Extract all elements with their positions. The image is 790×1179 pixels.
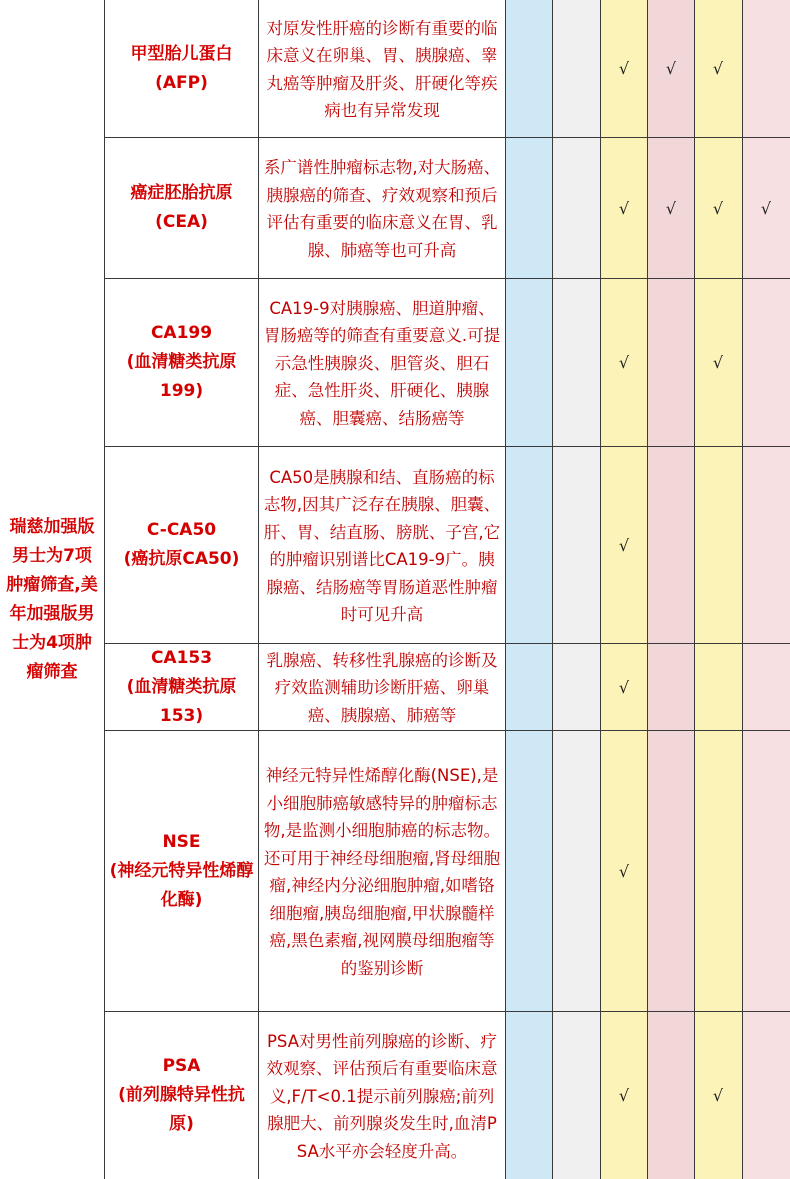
marker-name-psa bbox=[105, 1012, 258, 1179]
check-mark: √ bbox=[712, 59, 724, 78]
marker-description: 乳腺癌、转移性乳腺癌的诊断及疗效监测辅助诊断肝癌、卵巢癌、胰腺癌、肺癌等 bbox=[266, 650, 498, 725]
marker-subtitle: (神经元特异性烯醇化酶) bbox=[109, 860, 254, 910]
check-mark: √ bbox=[760, 198, 772, 218]
check-mark: √ bbox=[712, 1086, 724, 1105]
check-mark: √ bbox=[618, 1086, 630, 1105]
marker-desc-ca153 bbox=[259, 644, 505, 730]
marker-title: CA153 bbox=[150, 647, 213, 668]
marker-title: C-CA50 bbox=[146, 520, 217, 540]
marker-subtitle: (血清糖类抗原199) bbox=[126, 352, 237, 401]
marker-description: 系广谱性肿瘤标志物,对大肠癌、胰腺癌的筛查、疗效观察和预后评估有重要的临床意义在胃、乳腺、肺癌等也可升高 bbox=[263, 158, 501, 260]
check-mark: √ bbox=[618, 861, 630, 881]
marker-subtitle: (AFP) bbox=[155, 72, 208, 93]
marker-name-cea bbox=[105, 138, 258, 278]
marker-desc-nse bbox=[259, 731, 505, 1011]
marker-name-cca50 bbox=[105, 447, 258, 643]
check-mark: √ bbox=[618, 59, 630, 78]
marker-subtitle: (血清糖类抗原153) bbox=[126, 676, 237, 726]
marker-subtitle: (前列腺特异性抗原) bbox=[118, 1085, 245, 1134]
check-mark: √ bbox=[665, 198, 677, 218]
grid-line bbox=[552, 0, 553, 1179]
check-mark: √ bbox=[618, 535, 630, 555]
marker-name-afp bbox=[105, 0, 258, 137]
marker-description: 对原发性肝癌的诊断有重要的临床意义在卵巢、胃、胰腺癌、睾丸癌等肿瘤及肝炎、肝硬化等疾病也有异常发现 bbox=[266, 18, 498, 120]
marker-title: NSE bbox=[162, 831, 201, 852]
group-label: 瑞慈加强版男士为7项肿瘤筛查,美年加强版男士为4项肿瘤筛查 bbox=[6, 517, 98, 682]
marker-name-nse bbox=[105, 731, 258, 1011]
check-mark: √ bbox=[618, 353, 630, 372]
check-mark: √ bbox=[618, 677, 630, 697]
marker-desc-afp bbox=[259, 0, 505, 137]
marker-description: PSA对男性前列腺癌的诊断、疗效观察、评估预后有重要临床意义,F/T<0.1提示前列腺癌;前列腺肥大、前列腺炎发生时,血清PSA水平亦会轻度升高。 bbox=[266, 1031, 498, 1161]
check-mark: √ bbox=[618, 198, 630, 218]
grid-line bbox=[505, 0, 506, 1179]
marker-title: 甲型胎儿蛋白 bbox=[130, 43, 233, 64]
marker-description: CA19-9对胰腺癌、胆道肿瘤、胃肠癌等的筛查有重要意义.可提示急性胰腺炎、胆管炎、胆石症、急性肝炎、肝硬化、胰腺癌、胆囊癌、结肠癌等 bbox=[263, 298, 501, 428]
marker-desc-ca199 bbox=[259, 279, 505, 446]
marker-desc-psa bbox=[259, 1012, 505, 1179]
package-column-2 bbox=[553, 0, 600, 1179]
check-mark: √ bbox=[712, 353, 724, 372]
marker-description: 神经元特异性烯醇化酶(NSE),是小细胞肺癌敏感特异的肿瘤标志物,是监测小细胞肺癌的标志物。还可用于神经母细胞瘤,肾母细胞瘤,神经内分泌细胞肿瘤,如嗜铬细胞瘤,胰岛细胞瘤,甲状腺髓样癌,黑色素瘤,视网膜母细胞瘤等的鉴别诊断 bbox=[263, 766, 501, 978]
package-column-1 bbox=[506, 0, 552, 1179]
marker-desc-cca50 bbox=[259, 447, 505, 643]
marker-title: 癌症胚胎抗原 bbox=[130, 183, 233, 203]
check-mark: √ bbox=[712, 198, 724, 218]
check-mark: √ bbox=[665, 59, 677, 78]
marker-subtitle: (癌抗原CA50) bbox=[123, 549, 240, 569]
marker-subtitle: (CEA) bbox=[155, 212, 208, 232]
marker-name-ca153 bbox=[105, 644, 258, 730]
marker-name-ca199 bbox=[105, 279, 258, 446]
marker-description: CA50是胰腺和结、直肠癌的标志物,因其广泛存在胰腺、胆囊、肝、胃、结直肠、膀胱、子宫,它的肿瘤识别谱比CA19-9广。胰腺癌、结肠癌等胃肠道恶性肿瘤时可见升高 bbox=[263, 467, 501, 624]
marker-desc-cea bbox=[259, 138, 505, 278]
marker-title: PSA bbox=[162, 1056, 201, 1076]
marker-title: CA199 bbox=[150, 323, 213, 343]
